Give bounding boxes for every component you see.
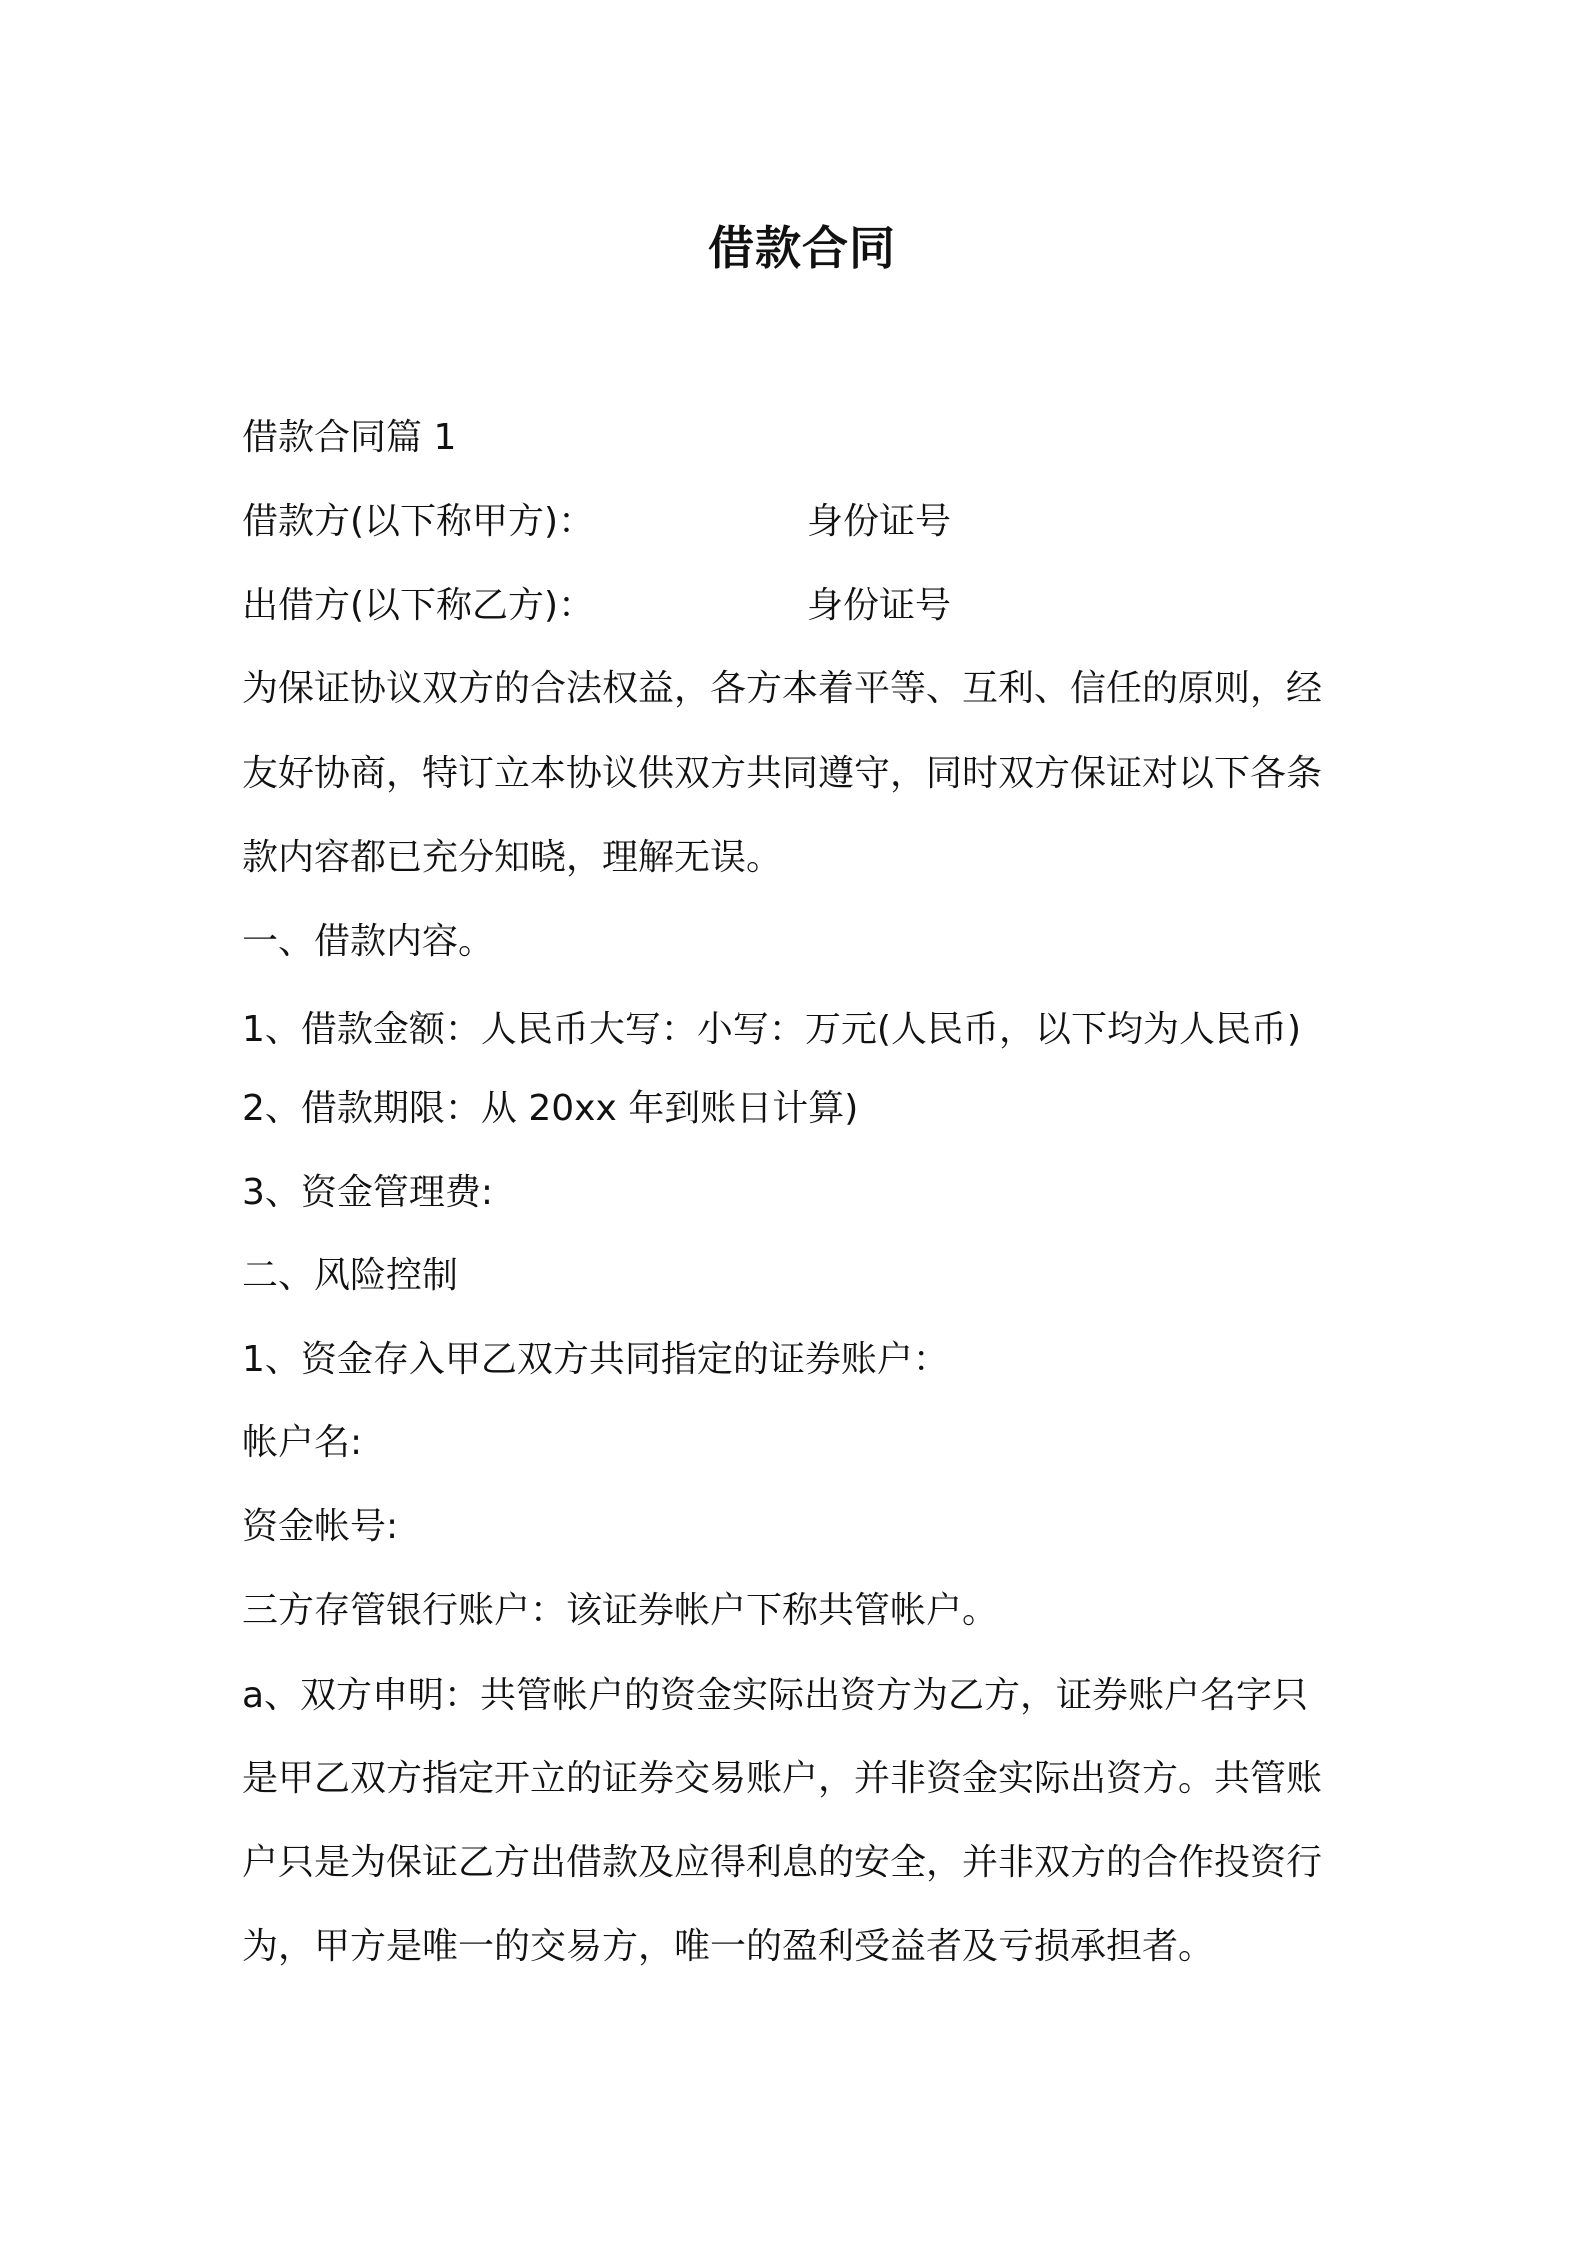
field-line: 帐户名: — [242, 1422, 363, 1463]
paragraph-line: 为，甲方是唯一的交易方，唯一的盈利受益者及亏损承担者。 — [242, 1926, 1215, 1967]
paragraph-line: 款内容都已充分知晓，理解无误。 — [242, 837, 783, 878]
list-item: 3、资金管理费: — [242, 1172, 494, 1213]
paragraph-line: 户只是为保证乙方出借款及应得利息的安全，并非双方的合作投资行 — [242, 1842, 1323, 1883]
section-heading: 二、风险控制 — [242, 1255, 459, 1296]
paragraph-line: a、双方申明：共管帐户的资金实际出资方为乙方，证券账户名字只 — [242, 1675, 1309, 1716]
field-line: 三方存管银行账户：该证券帐户下称共管帐户。 — [242, 1590, 999, 1631]
lender-id-label: 身份证号 — [807, 585, 952, 626]
paragraph-line: 是甲乙双方指定开立的证券交易账户，并非资金实际出资方。共管账 — [242, 1758, 1323, 1799]
section-heading: 借款合同篇 1 — [242, 417, 457, 458]
paragraph-line: 为保证协议双方的合法权益，各方本着平等、互利、信任的原则，经 — [242, 668, 1323, 709]
lender-line: 出借方(以下称乙方)： — [242, 585, 595, 626]
borrower-id-label: 身份证号 — [807, 501, 952, 542]
document-title: 借款合同 — [708, 221, 896, 275]
section-heading: 一、借款内容。 — [242, 921, 495, 962]
list-item: 2、借款期限：从 20xx 年到账日计算) — [242, 1088, 859, 1129]
list-item: 1、资金存入甲乙双方共同指定的证券账户： — [242, 1339, 949, 1380]
borrower-line: 借款方(以下称甲方)： — [242, 501, 595, 542]
list-item: 1、借款金额：人民币大写：小写：万元(人民币，以下均为人民币) — [242, 1009, 1301, 1050]
field-line: 资金帐号: — [242, 1506, 399, 1547]
paragraph-line: 友好协商，特订立本协议供双方共同遵守，同时双方保证对以下各条 — [242, 753, 1323, 794]
